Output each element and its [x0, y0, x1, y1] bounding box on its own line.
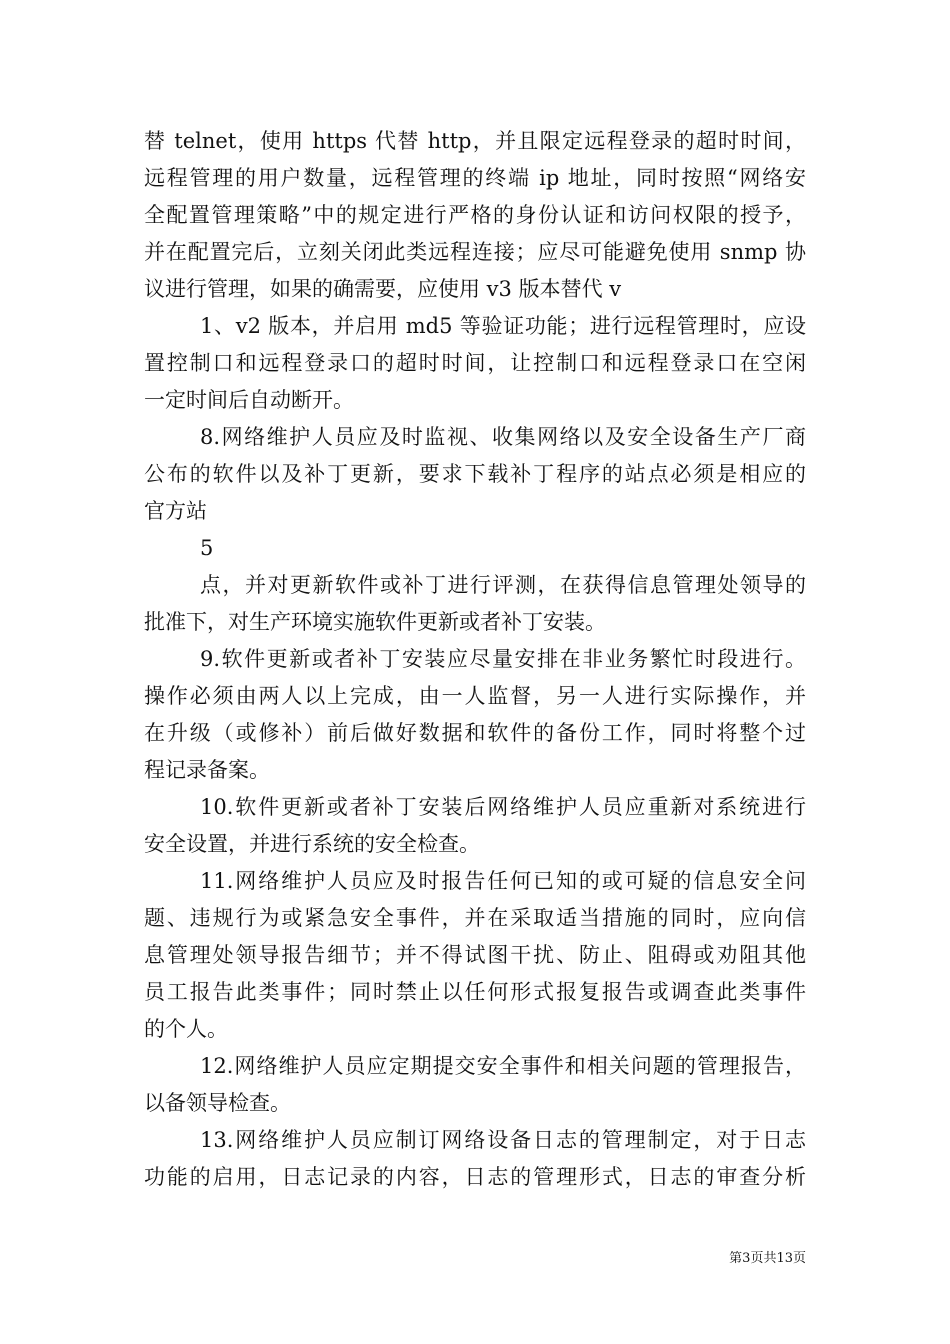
- text-line: 以备领导检查。: [144, 1091, 291, 1115]
- text-line: 息管理处领导报告细节；并不得试图干扰、防止、阻碍或劝阻其他: [144, 943, 806, 967]
- text-line: 5: [200, 536, 214, 560]
- text-line: 置控制口和远程登录口的超时时间，让控制口和远程登录口在空闲: [144, 351, 806, 375]
- text-line: 的个人。: [144, 1017, 228, 1041]
- paragraph: [144, 1122, 806, 1196]
- text-line: 全配置管理策略”中的规定进行严格的身份认证和访问权限的授予，: [144, 203, 806, 227]
- paragraph: [144, 530, 806, 567]
- text-line: 批准下，对生产环境实施软件更新或者补丁安装。: [144, 610, 606, 634]
- text-line: 功能的启用，日志记录的内容，日志的管理形式，日志的审查分析: [144, 1165, 806, 1189]
- text-line: 11.网络维护人员应及时报告任何已知的或可疑的信息安全问: [200, 869, 806, 893]
- paragraph: [144, 863, 806, 1048]
- text-line: 操作必须由两人以上完成，由一人监督，另一人进行实际操作，并: [144, 684, 806, 708]
- text-line: 官方站: [144, 499, 207, 523]
- paragraph: [144, 641, 806, 789]
- paragraph: [144, 308, 806, 419]
- text-line: 替 telnet，使用 https 代替 http，并且限定远程登录的超时时间，: [144, 129, 806, 153]
- text-line: 题、违规行为或紧急安全事件，并在采取适当措施的同时，应向信: [144, 906, 806, 930]
- page-footer: 第3页共13页: [729, 1251, 806, 1266]
- text-line: 远程管理的用户数量，远程管理的终端 ip 地址，同时按照“网络安: [144, 166, 806, 190]
- text-line: 员工报告此类事件；同时禁止以任何形式报复报告或调查此类事件: [144, 980, 806, 1004]
- text-line: 在升级（或修补）前后做好数据和软件的备份工作，同时将整个过: [144, 721, 806, 745]
- text-line: 点，并对更新软件或补丁进行评测，在获得信息管理处领导的: [200, 573, 806, 597]
- text-line: 一定时间后自动断开。: [144, 388, 354, 412]
- paragraph: [144, 419, 806, 530]
- text-line: 8.网络维护人员应及时监视、收集网络以及安全设备生产厂商: [200, 425, 806, 449]
- paragraph: [144, 789, 806, 863]
- paragraph: [144, 1048, 806, 1122]
- text-line: 9.软件更新或者补丁安装应尽量安排在非业务繁忙时段进行。: [200, 647, 806, 671]
- text-line: 1、v2 版本，并启用 md5 等验证功能；进行远程管理时，应设: [200, 314, 806, 338]
- text-line: 安全设置，并进行系统的安全检查。: [144, 832, 480, 856]
- text-line: 公布的软件以及补丁更新，要求下载补丁程序的站点必须是相应的: [144, 462, 806, 486]
- text-line: 并在配置完后，立刻关闭此类远程连接；应尽可能避免使用 snmp 协: [144, 240, 806, 264]
- paragraph: [144, 567, 806, 641]
- text-line: 10.软件更新或者补丁安装后网络维护人员应重新对系统进行: [200, 795, 806, 819]
- text-line: 12.网络维护人员应定期提交安全事件和相关问题的管理报告，: [200, 1054, 806, 1078]
- text-line: 13.网络维护人员应制订网络设备日志的管理制定，对于日志: [200, 1128, 806, 1152]
- paragraph: [144, 123, 806, 308]
- document-body: [144, 123, 806, 1196]
- text-line: 议进行管理，如果的确需要，应使用 v3 版本替代 v: [144, 277, 622, 301]
- text-line: 程记录备案。: [144, 758, 270, 782]
